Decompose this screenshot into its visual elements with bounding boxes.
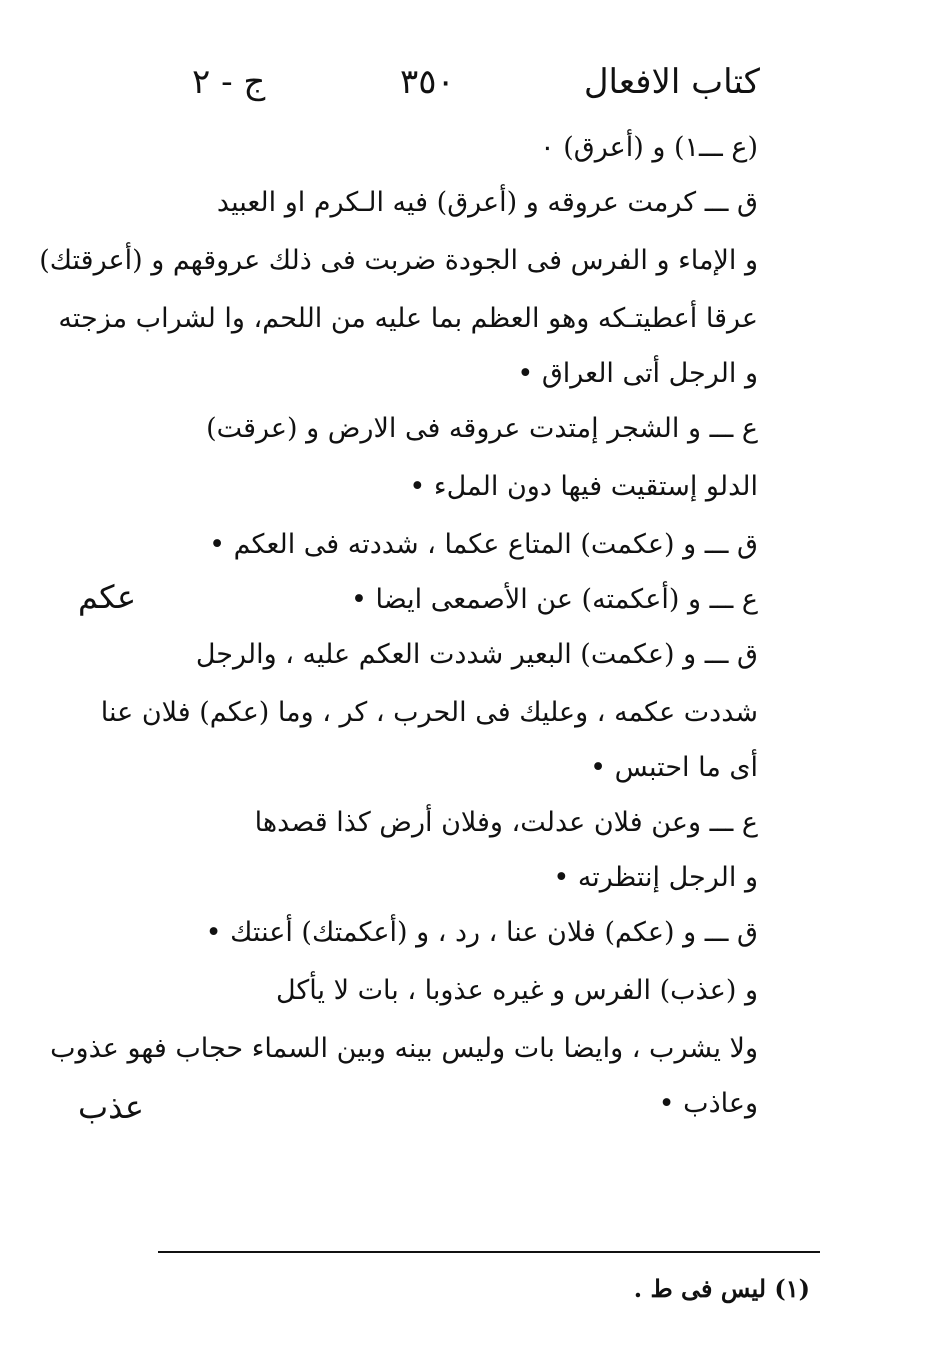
margin-headword: عكم [78, 578, 137, 616]
text-line: ق ـــ و (عكم) فلان عنا ، رد ، و (أعكمتك) أعنتك • [205, 917, 758, 948]
text-line: ع ـــ و الشجر إمتدت عروقه فى الارض و (عرقت) [206, 413, 758, 444]
text-line: وعاذب • [658, 1088, 758, 1119]
main-text [39, 122, 758, 1130]
text-line: ق ـــ كرمت عروقه و (أعرق) فيه الـكرم او العبيد [216, 187, 758, 218]
footnote: (١) ليس فى ط . [633, 1274, 810, 1303]
volume-number: ج - ٢ [192, 62, 266, 102]
footnote-divider [158, 1251, 820, 1253]
text-line: ولا يشرب ، وايضا بات وليس بينه وبين السماء حجاب فهو عذوب [50, 1033, 758, 1064]
book-title: كتاب الافعال [583, 62, 760, 102]
text-line: و الإماء و الفرس فى الجودة ضربت فى ذلك عروقهم و (أعرقتك) [39, 245, 758, 276]
text-line: أى ما احتبس • [590, 752, 758, 783]
text-line: (ع ـــ١) و (أعرق) ٠ [540, 132, 758, 163]
text-line: ع ـــ وعن فلان عدلت، وفلان أرض كذا قصدها [254, 807, 758, 838]
text-line: ع ـــ و (أعكمته) عن الأصمعى ايضا • [351, 584, 758, 615]
margin-headword: عذب [78, 1088, 145, 1126]
text-line: و (عذب) الفرس و غيره عذوبا ، بات لا يأكل [275, 975, 758, 1006]
text-line: و الرجل أتى العراق • [517, 358, 758, 389]
running-header [170, 62, 760, 112]
text-line: ق ـــ و (عكمت) البعير شددت العكم عليه ، والرجل [195, 639, 758, 670]
page-number: ٣٥٠ [400, 62, 455, 102]
text-line: ق ـــ و (عكمت) المتاع عكما ، شددته فى العكم • [209, 529, 758, 560]
text-line: الدلو إستقيت فيها دون الملء • [409, 471, 758, 502]
text-line: و الرجل إنتظرته • [553, 862, 758, 893]
text-line: شددت عكمه ، وعليك فى الحرب ، كر ، وما (عكم) فلان عنا [100, 697, 758, 728]
text-line: عرقا أعطيتـكه وهو العظم بما عليه من اللحم، وا لشراب مزجته [58, 303, 758, 334]
